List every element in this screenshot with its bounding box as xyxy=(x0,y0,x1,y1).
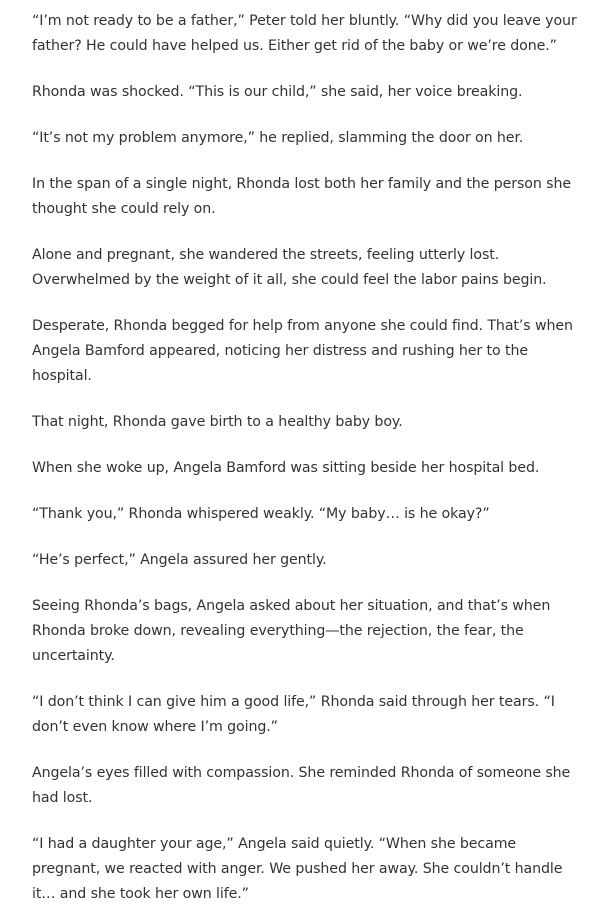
story-paragraph: Desperate, Rhonda begged for help from anyone she could find. That’s when Angela Bamford appeared, noticing her distress and rushing her to the hospital. xyxy=(32,318,573,384)
story-paragraph: Seeing Rhonda’s bags, Angela asked about her situation, and that’s when Rhonda broke down, revealing everything—the rejection, the fear, the uncertainty. xyxy=(32,598,551,664)
story-paragraph: “I’m not ready to be a father,” Peter told her bluntly. “Why did you leave your father? He could have helped us. Either get rid of the baby or we’re done.” xyxy=(32,13,577,54)
story-paragraph: “Thank you,” Rhonda whispered weakly. “My baby… is he okay?” xyxy=(32,506,490,522)
story-paragraph: Rhonda was shocked. “This is our child,” she said, her voice breaking. xyxy=(32,84,523,100)
story-paragraph: That night, Rhonda gave birth to a healthy baby boy. xyxy=(32,414,403,430)
story-paragraph: “He’s perfect,” Angela assured her gently. xyxy=(32,552,327,568)
story-paragraph: Angela’s eyes filled with compassion. She reminded Rhonda of someone she had lost. xyxy=(32,765,571,806)
story-paragraph: “I had a daughter your age,” Angela said quietly. “When she became pregnant, we reacted with anger. We pushed her away. She couldn’t handle it… and she took her own life.” xyxy=(32,836,563,902)
story-paragraph: Alone and pregnant, she wandered the streets, feeling utterly lost. Overwhelmed by the weight of it all, she could feel the labor pains begin. xyxy=(32,247,547,288)
story-paragraph: “I don’t think I can give him a good life,” Rhonda said through her tears. “I don’t even know where I’m going.” xyxy=(32,694,555,735)
story-paragraph: In the span of a single night, Rhonda lost both her family and the person she thought she could rely on. xyxy=(32,176,571,217)
story-paragraph: When she woke up, Angela Bamford was sitting beside her hospital bed. xyxy=(32,460,540,476)
story-paragraph: “It’s not my problem anymore,” he replied, slamming the door on her. xyxy=(32,130,524,146)
